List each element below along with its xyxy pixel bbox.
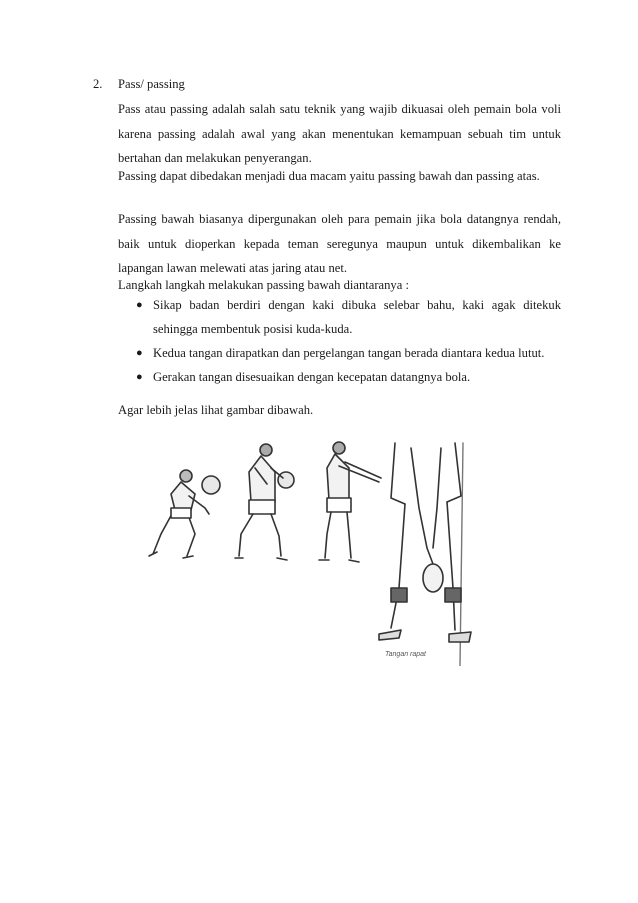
bullet-3-line-1: Gerakan tangan disesuaikan dengan kecepatan datangnya bola. <box>153 370 471 384</box>
passing-illustration <box>143 438 475 666</box>
volleyball-2 <box>278 472 294 488</box>
section-heading: Pass/ passing <box>118 77 185 91</box>
bullet-dot-1: ● <box>136 299 143 311</box>
paragraph-3-line-3: lapangan lawan melewati atas jaring atau net. <box>118 261 348 275</box>
steps-intro: Langkah langkah melakukan passing bawah diantaranya : <box>118 278 409 292</box>
bullet-dot-3: ● <box>136 371 143 383</box>
bullet-1-line-1: Sikap badan berdiri dengan kaki dibuka selebar bahu, kaki agak ditekuk <box>153 298 561 312</box>
paragraph-2: Passing dapat dibedakan menjadi dua macam yaitu passing bawah dan passing atas. <box>118 169 540 183</box>
hands-closeup <box>379 443 471 642</box>
paragraph-1-line-1: Pass atau passing adalah salah satu teknik yang wajib dikuasai oleh pemain bola voli <box>118 102 561 116</box>
paragraph-1-line-2: karena passing adalah awal yang akan menentukan kemampuan sebuah tim untuk <box>118 127 561 141</box>
bullet-1-line-2: sehingga membentuk posisi kuda-kuda. <box>153 322 353 336</box>
paragraph-3-line-1: Passing bawah biasanya dipergunakan oleh para pemain jika bola datangnya rendah, <box>118 212 561 226</box>
paragraph-3-line-2: baik untuk dioperkan kepada teman seregunya maupun untuk dikembalikan ke <box>118 237 561 251</box>
player-figure-3 <box>319 442 381 562</box>
figure-caption: Tangan rapat <box>385 651 426 658</box>
volleyball-1 <box>202 476 220 494</box>
bullet-dot-2: ● <box>136 347 143 359</box>
player-figure-1 <box>149 470 220 558</box>
paragraph-1-line-3: bertahan dan melakukan penyerangan. <box>118 151 312 165</box>
section-number: 2. <box>93 77 103 91</box>
bullet-2-line-1: Kedua tangan dirapatkan dan pergelangan tangan berada diantara kedua lutut. <box>153 346 545 360</box>
closing-sentence: Agar lebih jelas lihat gambar dibawah. <box>118 403 314 417</box>
player-figure-2 <box>235 444 294 560</box>
